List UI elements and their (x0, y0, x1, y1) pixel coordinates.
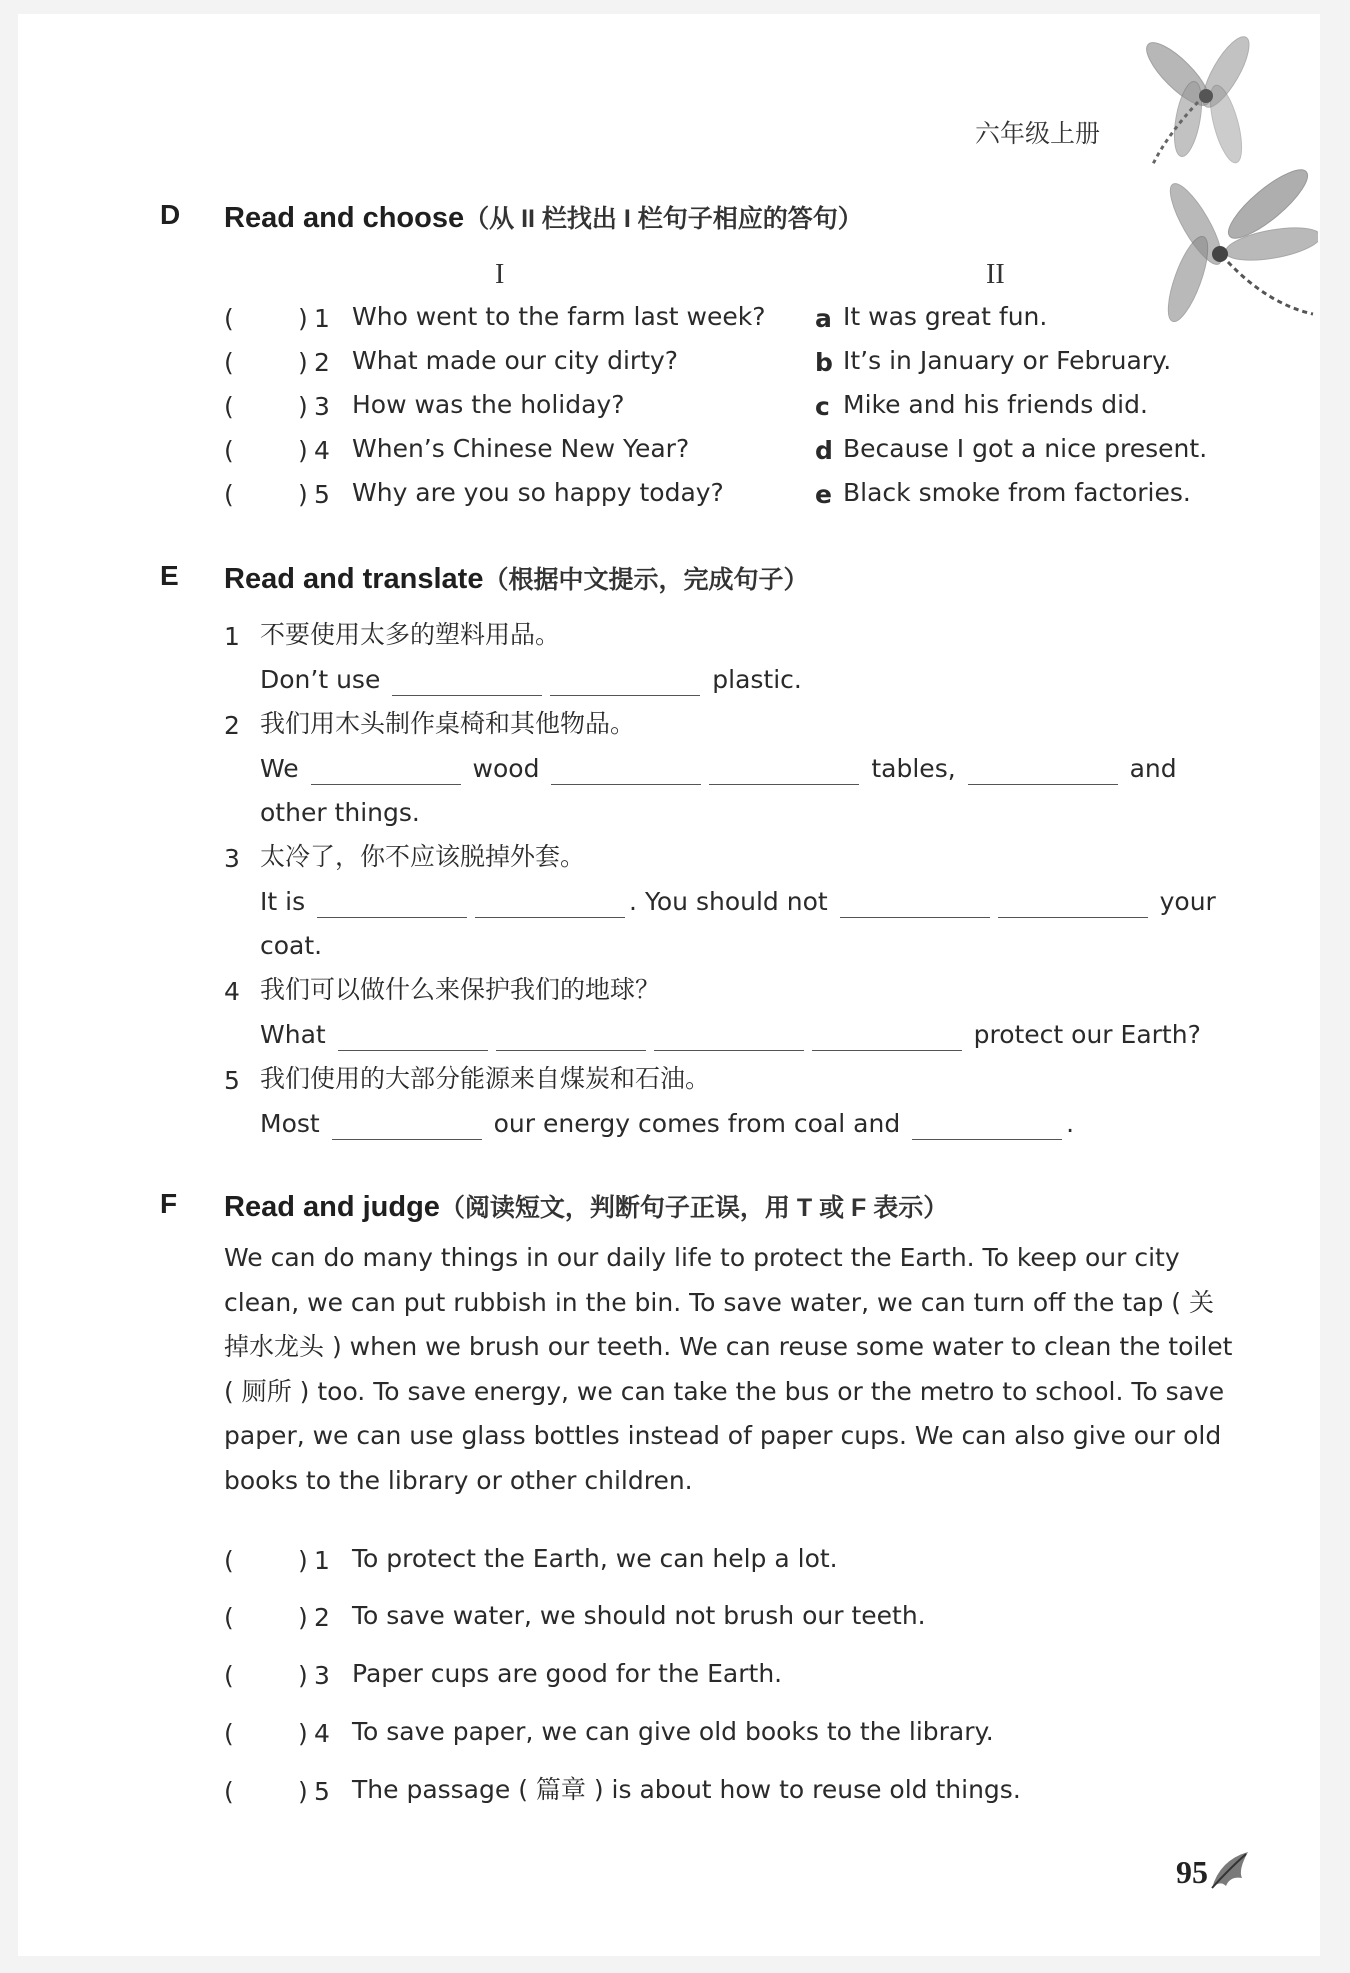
question-text: When’s Chinese New Year? (352, 434, 690, 463)
page-number: 95 (1176, 1854, 1208, 1890)
text-segment: . You should not (629, 887, 828, 916)
text-segment: tables, (871, 754, 956, 783)
answer-letter: b (815, 348, 833, 377)
item-number: 4 (224, 977, 240, 1006)
chinese-prompt: 不要使用太多的塑料用品。 (260, 620, 561, 649)
answer-paren-open: ( (224, 304, 234, 333)
answer-paren-open: ( (224, 480, 234, 509)
judge-paren-open: ( (224, 1661, 234, 1690)
answer-blank[interactable] (338, 1024, 488, 1051)
answer-blank[interactable] (317, 891, 467, 918)
question-text: What made our city dirty? (352, 346, 679, 375)
item-number: 3 (224, 844, 240, 873)
item-number: 5 (224, 1066, 240, 1095)
answer-blank[interactable] (912, 1113, 1062, 1140)
answer-paren-close: ) (298, 392, 308, 421)
section-f-note: （阅读短文，判断句子正误，用 T 或 F 表示） (439, 1194, 949, 1222)
judge-paren-open: ( (224, 1777, 234, 1806)
item-number: 2 (224, 711, 240, 740)
section-e-note: （根据中文提示，完成句子） (483, 566, 809, 594)
section-d-note: （从 II 栏找出 I 栏句子相应的答句） (464, 205, 863, 233)
answer-text: It was great fun. (843, 302, 1048, 331)
question-number: 5 (314, 480, 330, 509)
judge-paren-close: ) (298, 1546, 308, 1575)
answer-paren-open: ( (224, 436, 234, 465)
judge-paren-close: ) (298, 1777, 308, 1806)
question-number: 1 (314, 304, 330, 333)
text-segment: plastic. (712, 665, 802, 694)
answer-text: Black smoke from factories. (843, 478, 1191, 507)
answer-blank[interactable] (392, 669, 542, 696)
translation-line-continued: coat. (260, 931, 323, 960)
question-number: 2 (314, 348, 330, 377)
section-d-letter: D (160, 199, 181, 230)
chinese-prompt: 我们可以做什么来保护我们的地球？ (260, 975, 661, 1004)
judge-paren-close: ) (298, 1661, 308, 1690)
text-segment: protect our Earth? (973, 1020, 1201, 1049)
answer-blank[interactable] (311, 758, 461, 785)
question-number: 3 (314, 392, 330, 421)
answer-blank[interactable] (998, 891, 1148, 918)
answer-blank[interactable] (968, 758, 1118, 785)
section-d-title (224, 199, 863, 235)
statement-number: 5 (314, 1777, 330, 1806)
translation-line (260, 664, 802, 696)
answer-text: It’s in January or February. (843, 346, 1172, 375)
answer-blank[interactable] (840, 891, 990, 918)
answer-paren-close: ) (298, 348, 308, 377)
translation-line (260, 886, 1216, 918)
judge-paren-close: ) (298, 1719, 308, 1748)
answer-paren-close: ) (298, 304, 308, 333)
grade-label: 六年级上册 (974, 119, 1100, 148)
translation-line (260, 753, 1177, 785)
translation-line (260, 1108, 1074, 1140)
column-one-heading: I (495, 259, 505, 290)
text-segment: We (260, 754, 299, 783)
answer-blank[interactable] (496, 1024, 646, 1051)
section-e-letter: E (160, 560, 179, 591)
judge-paren-open: ( (224, 1719, 234, 1748)
answer-letter: d (815, 436, 833, 465)
question-text: How was the holiday? (352, 390, 625, 419)
answer-blank[interactable] (551, 758, 701, 785)
chinese-prompt: 太冷了，你不应该脱掉外套。 (260, 842, 586, 871)
section-f-heading: Read and judge (224, 1191, 440, 1223)
statement-number: 2 (314, 1603, 330, 1632)
statement-text: The passage ( 篇章 ) is about how to reuse old things. (352, 1775, 1021, 1804)
text-segment: Most (260, 1109, 320, 1138)
section-f-title (224, 1188, 948, 1224)
answer-text: Mike and his friends did. (843, 390, 1148, 419)
question-text: Why are you so happy today? (352, 478, 724, 507)
question-number: 4 (314, 436, 330, 465)
statement-number: 1 (314, 1546, 330, 1575)
section-e-heading: Read and translate (224, 563, 484, 595)
workbook-page (18, 14, 1320, 1956)
section-e-title (224, 560, 809, 596)
answer-text: Because I got a nice present. (843, 434, 1208, 463)
text-segment: wood (472, 754, 540, 783)
answer-blank[interactable] (654, 1024, 804, 1051)
text-segment: What (260, 1020, 326, 1049)
statement-number: 3 (314, 1661, 330, 1690)
chinese-prompt: 我们用木头制作桌椅和其他物品。 (260, 709, 636, 738)
text-segment: . (1066, 1109, 1075, 1138)
answer-blank[interactable] (332, 1113, 482, 1140)
answer-paren-open: ( (224, 348, 234, 377)
answer-letter: a (815, 304, 832, 333)
statement-text: To protect the Earth, we can help a lot. (352, 1544, 838, 1573)
column-two-heading: II (986, 259, 1005, 290)
answer-paren-close: ) (298, 480, 308, 509)
judge-paren-open: ( (224, 1546, 234, 1575)
text-segment: your (1159, 887, 1216, 916)
answer-paren-close: ) (298, 436, 308, 465)
translation-line (260, 1019, 1201, 1051)
statement-text: Paper cups are good for the Earth. (352, 1659, 783, 1688)
dragonfly-icon (1108, 14, 1318, 354)
statement-text: To save water, we should not brush our teeth. (352, 1601, 926, 1630)
judge-paren-close: ) (298, 1603, 308, 1632)
leaf-icon (1208, 1850, 1252, 1892)
statement-text: To save paper, we can give old books to the library. (352, 1717, 994, 1746)
item-number: 1 (224, 622, 240, 651)
judge-paren-open: ( (224, 1603, 234, 1632)
text-segment: Don’t use (260, 665, 381, 694)
answer-letter: c (815, 392, 830, 421)
statement-number: 4 (314, 1719, 330, 1748)
answer-blank[interactable] (709, 758, 859, 785)
reading-passage: We can do many things in our daily life to protect the Earth. To keep our city clean, we can put rubbish in the bin. To save water, we can turn off the tap ( 关掉水龙头 ) when we brush our teeth. We can reuse some water to clean the toilet ( 厕所 ) too. To save energy, we can take the bus or the metro to school. To save paper, we can use glass bottles instead of paper cups. We can also give our old books to the library or other children. (224, 1243, 1233, 1495)
text-segment: our energy comes from coal and (493, 1109, 901, 1138)
text-segment: It is (260, 887, 306, 916)
answer-letter: e (815, 480, 832, 509)
chinese-prompt: 我们使用的大部分能源来自煤炭和石油。 (260, 1064, 711, 1093)
translation-line-continued: other things. (260, 798, 420, 827)
answer-blank[interactable] (812, 1024, 962, 1051)
answer-blank[interactable] (550, 669, 700, 696)
text-segment: and (1129, 754, 1177, 783)
section-f-letter: F (160, 1188, 178, 1219)
section-d-heading: Read and choose (224, 202, 465, 234)
answer-blank[interactable] (475, 891, 625, 918)
question-text: Who went to the farm last week? (352, 302, 766, 331)
answer-paren-open: ( (224, 392, 234, 421)
